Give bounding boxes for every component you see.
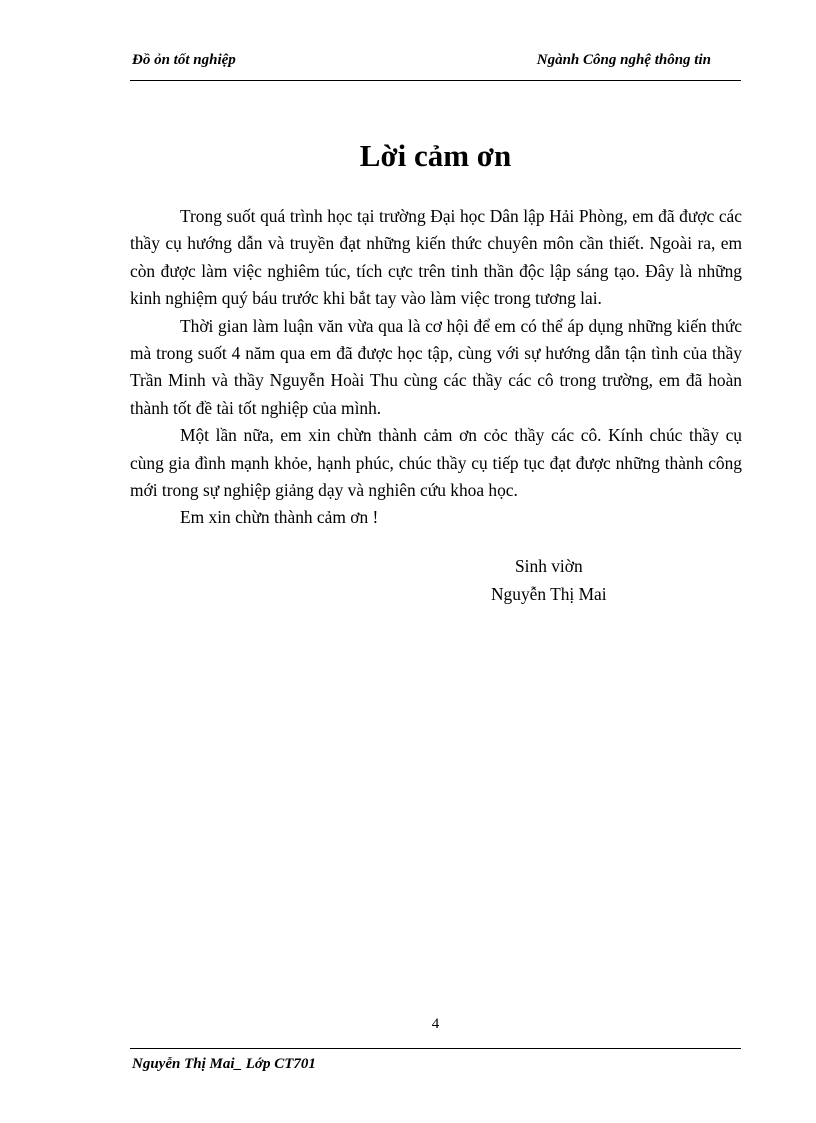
signature-name: Nguyễn Thị Mai — [491, 584, 607, 604]
footer-author-class: Nguyễn Thị Mai_ Lớp CT701 — [132, 1056, 316, 1072]
paragraph-1: Trong suốt quá trình học tại trường Đại học Dân lập Hải Phòng, em đã được các thầy cụ hướng dẫn và truyền đạt những kiến thức chuyên môn cần thiết. Ngoài ra, em còn được làm việc nghiêm túc, tích cực trên tinh thần độc lập sáng tạo. Đây là những kinh nghiệm quý báu trước khi bắt tay vào làm việc trong tương lai. — [130, 206, 742, 309]
page-footer — [130, 1048, 741, 1072]
paragraph-2: Thời gian làm luận văn vừa qua là cơ hội để em có thể áp dụng những kiến thức mà trong suốt 4 năm qua em đã được học tập, cùng với sự hướng dẫn tận tình của thầy Trần Minh và thầy Nguyễn Hoài Thu cùng các thầy các cô trong trường, em đã hoàn thành tốt đề tài tốt nghiệp của mình. — [130, 315, 742, 418]
signature-block — [491, 552, 607, 608]
page-title: Lời cảm ơn — [359, 138, 512, 173]
paragraph-3: Một lần nữa, em xin chừn thành cảm ơn cỏc thầy các cô. Kính chúc thầy cụ cùng gia đình mạnh khỏe, hạnh phúc, chúc thầy cụ tiếp tục đạt được những thành công mới trong sự nghiệp giảng dạy và nghiên cứu khoa học. — [130, 425, 742, 501]
page-number: 4 — [431, 1016, 440, 1032]
header-document-type: Đồ ỏn tốt nghiệp — [132, 52, 236, 68]
header-department: Ngành Công nghệ thông tin — [536, 52, 711, 68]
paragraph-4: Em xin chừn thành cảm ơn ! — [180, 507, 379, 528]
signature-role: Sinh viờn — [515, 556, 583, 576]
page-header — [130, 50, 741, 81]
acknowledgement-body — [130, 203, 742, 532]
